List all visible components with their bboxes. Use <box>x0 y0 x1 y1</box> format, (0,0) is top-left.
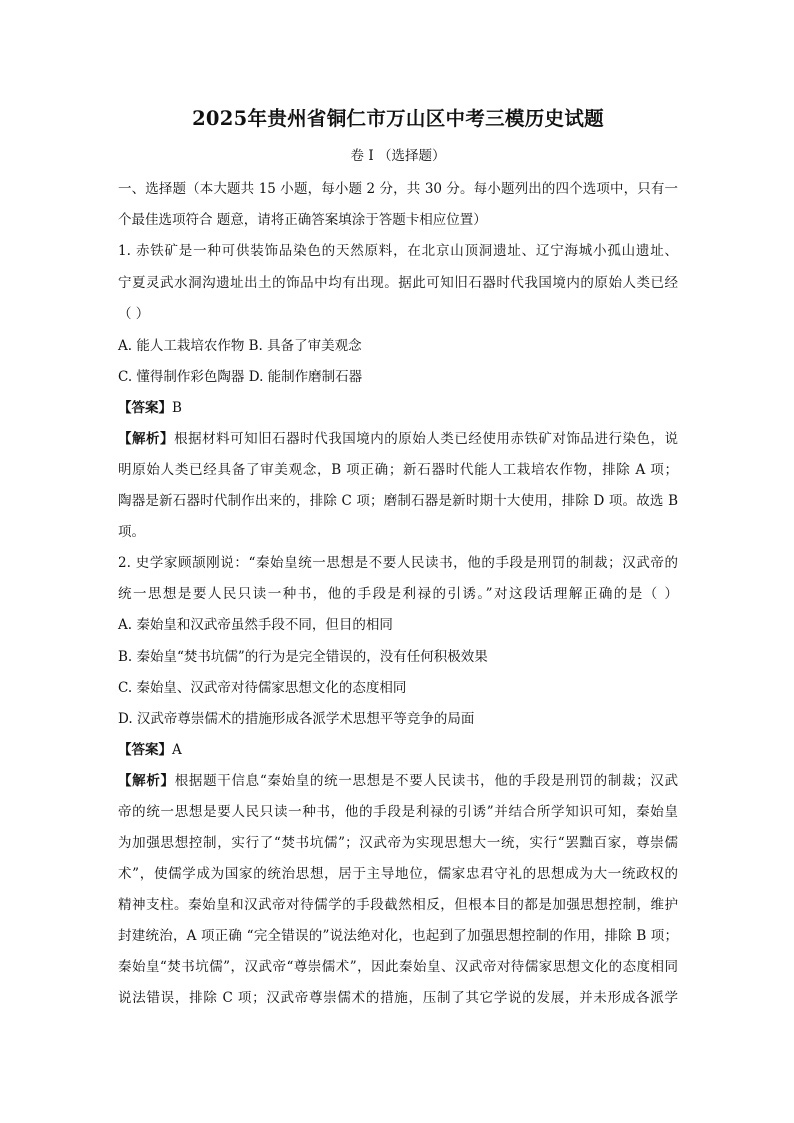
q2-explanation-line-2: 帝的统一思想是要人民只读一种书，他的手段是利禄的引诱”并结合所学知识可知，秦始皇 <box>118 804 678 820</box>
q1-stem-line-2: 宁夏灵武水洞沟遗址出土的饰品中均有出现。据此可知旧石器时代我国境内的原始人类已经 <box>118 275 678 291</box>
q2-explanation-line-4: 术”，使儒学成为国家的统治思想，居于主导地位，儒家忠君守礼的思想成为大一统政权的 <box>118 866 678 882</box>
q1-options-line-2: C. 懂得制作彩色陶器 D. 能制作磨制石器 <box>118 369 363 385</box>
q2-explanation-line-6: 封建统治，A 项正确 “完全错误的”说法绝对化，也起到了加强思想控制的作用，排除 B 项； <box>118 928 678 944</box>
answer-value: A <box>172 742 182 758</box>
q1-stem-line-3: （ ） <box>118 306 150 322</box>
explanation-text: 根据题干信息“秦始皇的统一思想是不要人民读书，他的手段是刑罚的制裁；汉武 <box>174 773 679 789</box>
answer-label: 【答案】 <box>118 400 172 416</box>
q1-answer <box>118 399 182 417</box>
q1-explanation-line-3: 陶器是新石器时代制作出来的，排除 C 项；磨制石器是新时期十大使用，排除 D 项。故选 B <box>118 493 678 509</box>
q2-explanation-line-3: 为加强思想控制，实行了“焚书坑儒”；汉武帝为实现思想大一统，实行“罢黜百家，尊崇儒 <box>118 835 678 851</box>
q2-option-c: C. 秦始皇、汉武帝对待儒家思想文化的态度相同 <box>118 680 407 696</box>
q2-explanation-line-7: 秦始皇“焚书坑儒”，汉武帝“尊崇儒术”，因此秦始皇、汉武帝对待儒家思想文化的态度相同 <box>118 959 678 975</box>
q1-explanation-line-2: 明原始人类已经具备了审美观念，B 项正确；新石器时代能人工栽培农作物，排除 A 项； <box>118 462 678 478</box>
q2-explanation-line-5: 精神支柱。秦始皇和汉武帝对待儒学的手段截然相反，但根本目的都是加强思想控制，维护 <box>118 897 678 913</box>
explanation-text: 根据材料可知旧石器时代我国境内的原始人类已经使用赤铁矿对饰品进行染色，说 <box>174 431 679 447</box>
explanation-label: 【解析】 <box>118 773 175 789</box>
q2-option-a: A. 秦始皇和汉武帝虽然手段不同，但目的相同 <box>118 617 393 633</box>
q2-option-d: D. 汉武帝尊崇儒术的措施形成各派学术思想平等竞争的局面 <box>118 711 475 727</box>
q2-option-b: B. 秦始皇“焚书坑儒”的行为是完全错误的，没有任何积极效果 <box>118 649 488 665</box>
answer-value: B <box>172 400 182 416</box>
answer-label: 【答案】 <box>118 742 172 758</box>
q2-answer <box>118 741 182 759</box>
q2-explanation-line-1 <box>118 772 678 790</box>
page-title: 2025年贵州省铜仁市万山区中考三模历史试题 <box>192 107 604 130</box>
section-instructions-line-2: 个最佳选项符合 题意，请将正确答案填涂于答题卡相应位置） <box>118 212 487 228</box>
q1-explanation-line-4: 项。 <box>118 524 145 540</box>
q1-options-line-1: A. 能人工栽培农作物 B. 具备了审美观念 <box>118 338 362 354</box>
q2-explanation-line-8: 说法错误，排除 C 项；汉武帝尊崇儒术的措施，压制了其它学说的发展，并未形成各派学 <box>118 990 678 1006</box>
q1-explanation-line-1 <box>118 430 678 448</box>
page-subtitle: 卷 I （选择题） <box>350 148 446 164</box>
section-instructions-line-1: 一、选择题（本大题共 15 小题，每小题 2 分，共 30 分。每小题列出的四个选项中，只有一 <box>118 181 678 197</box>
q2-stem-line-2: 统一思想是要人民只读一种书，他的手段是利禄的引诱。”对这段话理解正确的是（ ） <box>118 586 678 602</box>
q2-stem-line-1: 2. 史学家顾颉刚说：“秦始皇统一思想是不要人民读书，他的手段是刑罚的制裁；汉武帝的 <box>118 555 678 571</box>
explanation-label: 【解析】 <box>118 431 175 447</box>
q1-stem-line-1: 1. 赤铁矿是一种可供装饰品染色的天然原料，在北京山顶洞遗址、辽宁海城小孤山遗址、 <box>118 243 678 259</box>
